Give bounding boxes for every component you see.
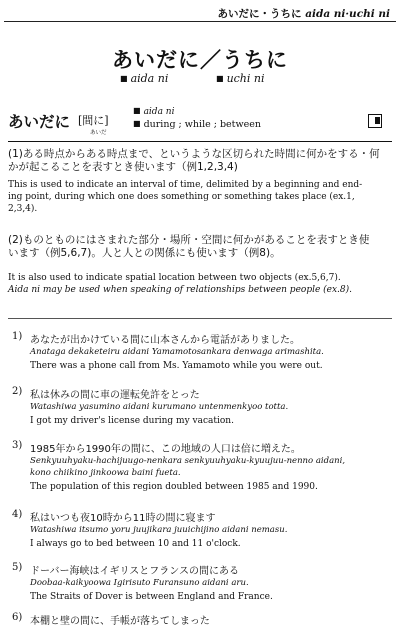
section-header bbox=[8, 104, 392, 140]
example-jp: 私は休みの間に車の運転免許をとった bbox=[30, 390, 200, 401]
running-head-romaji: aida ni·uchi ni bbox=[305, 8, 390, 20]
example-romaji: Anataga dekaketeiru aidani Yamamotosankara denwaga arimashita. bbox=[30, 347, 324, 357]
section-romaji: ■ aida ni bbox=[133, 106, 175, 117]
running-head bbox=[218, 6, 390, 21]
example-en: I got my driver's license during my vacation. bbox=[30, 416, 234, 426]
section-title: あいだに bbox=[8, 113, 71, 131]
example-jp: あなたが出かけている間に山本さんから電話がありました。 bbox=[30, 335, 300, 346]
example-jp: 1985年から1990年の間に、この地域の人口は倍に増えた。 bbox=[30, 444, 301, 455]
usage2-en: It is also used to indicate spatial location between two objects (ex.5,6,7). Aida ni may be used when speaking of relationships between people (ex.8). bbox=[8, 273, 353, 295]
usage2-jp: (2)ものとものにはさまれた部分・場所・空間に何かがあることを表すとき使 います（例5,6,7)。人と人との関係にも使います（例8)。 bbox=[8, 234, 370, 259]
page-title: あいだに／うちに bbox=[112, 48, 288, 72]
example-romaji-2: kono chiikino jinkoowa baini fueta. bbox=[30, 468, 181, 478]
example-jp: 本棚と壁の間に、手帳が落ちてしまった bbox=[30, 616, 210, 627]
example-romaji: Senkyuuhyaku-hachijuugo-nenkara senkyuuhyaku-kyuujuu-nenno aidani, bbox=[30, 456, 346, 466]
example-romaji: Watashiwa yasumino aidani kurumano untenmenkyoo totta. bbox=[30, 402, 289, 412]
section-kanji-furigana: あいだ bbox=[90, 130, 107, 136]
section-gloss: ■ during ; while ; between bbox=[133, 119, 261, 130]
top-rule bbox=[4, 21, 396, 22]
example-en: There was a phone call from Ms. Yamamoto while you were out. bbox=[30, 361, 323, 371]
note-icon bbox=[368, 114, 382, 128]
usage1-en: This is used to indicate an interval of time, delimited by a beginning and end- ing point, during which one does something or something takes place (ex.1, 2,3,4). bbox=[8, 180, 363, 214]
examples-rule bbox=[8, 318, 392, 319]
example-en: The population of this region doubled between 1985 and 1990. bbox=[30, 482, 318, 492]
title-romaji-2: ■ uchi ni bbox=[216, 72, 265, 85]
usage1-jp: (1)ある時点からある時点まで、というような区切られた時間に何かをする・何 かが起こることを表すとき使います（例1,2,3,4) bbox=[8, 148, 380, 173]
example-romaji: Watashiwa itsumo yoru juujikara juuichijino aidani nemasu. bbox=[30, 525, 288, 535]
example-jp: ドーバー海峡はイギリスとフランスの間にある bbox=[30, 566, 239, 577]
example-en: I always go to bed between 10 and 11 o'clock. bbox=[30, 539, 241, 549]
example-romaji: Doobaa-kaikyoowa Igirisuto Furansuno aidani aru. bbox=[30, 578, 249, 588]
section-rule bbox=[8, 141, 392, 142]
section-kanji: [間に] bbox=[78, 114, 109, 127]
example-jp: 私はいつも夜10時から11時の間に寝ます bbox=[30, 513, 216, 524]
example-en: The Straits of Dover is between England and France. bbox=[30, 592, 273, 602]
running-head-jp: あいだに・うちに bbox=[217, 8, 302, 20]
title-romaji-1: ■ aida ni bbox=[120, 72, 169, 85]
